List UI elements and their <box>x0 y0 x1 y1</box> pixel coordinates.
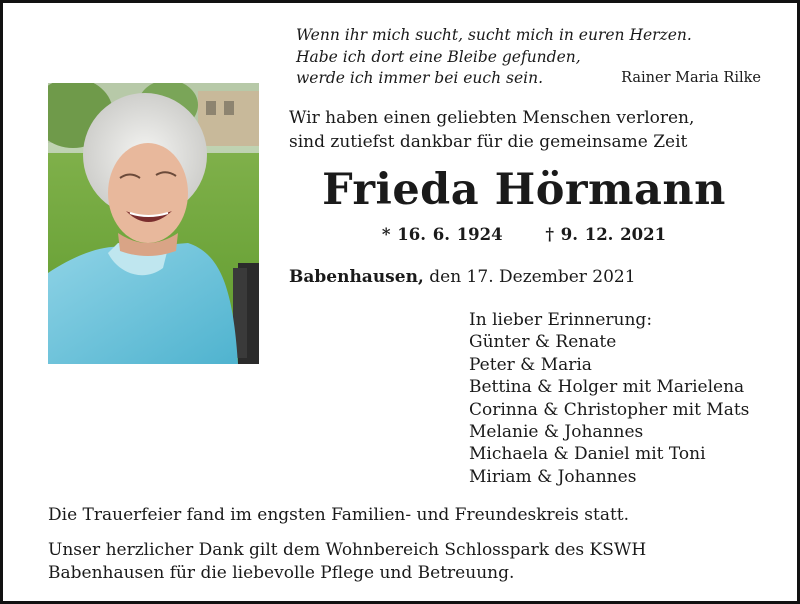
family-member: Peter & Maria <box>469 354 592 375</box>
ceremony-note: Die Trauerfeier fand im engsten Familien- und Freundeskreis statt. <box>48 505 630 525</box>
thanks-note <box>48 539 748 584</box>
poem-author: Rainer Maria Rilke <box>621 70 761 86</box>
intro-text <box>289 107 709 154</box>
intro-line: Wir haben einen geliebten Menschen verloren, <box>289 108 695 128</box>
family-member: Corinna & Christopher mit Mats <box>469 399 750 420</box>
death-date: † 9. 12. 2021 <box>545 225 667 244</box>
thanks-line: Babenhausen für die liebevolle Pflege und Betreuung. <box>48 562 515 583</box>
poem-line: werde ich immer bei euch sein. <box>296 69 544 87</box>
family-member: Miriam & Johannes <box>469 466 637 487</box>
notice-date: den 17. Dezember 2021 <box>423 267 636 287</box>
thanks-line: Unser herzlicher Dank gilt dem Wohnbereich Schlosspark des KSWH <box>48 540 647 560</box>
family-list <box>469 309 789 488</box>
family-member: Günter & Renate <box>469 332 617 353</box>
portrait-photo <box>48 83 259 364</box>
intro-line: sind zutiefst dankbar für die gemeinsame Zeit <box>289 131 688 152</box>
place-and-date <box>289 267 749 287</box>
poem-line: Habe ich dort eine Bleibe gefunden, <box>296 47 581 66</box>
family-member: Bettina & Holger mit Marielena <box>469 377 745 398</box>
birth-date: * 16. 6. 1924 <box>381 225 503 244</box>
life-dates <box>289 225 759 244</box>
deceased-name: Frieda Hörmann <box>322 165 726 215</box>
poem-line: Wenn ihr mich sucht, sucht mich in euren Herzen. <box>296 26 692 44</box>
poem-quote <box>296 25 761 90</box>
family-member: Michaela & Daniel mit Toni <box>469 444 706 465</box>
place-town: Babenhausen, <box>289 267 424 287</box>
family-heading: In lieber Erinnerung: <box>469 310 653 330</box>
family-member: Melanie & Johannes <box>469 422 644 443</box>
